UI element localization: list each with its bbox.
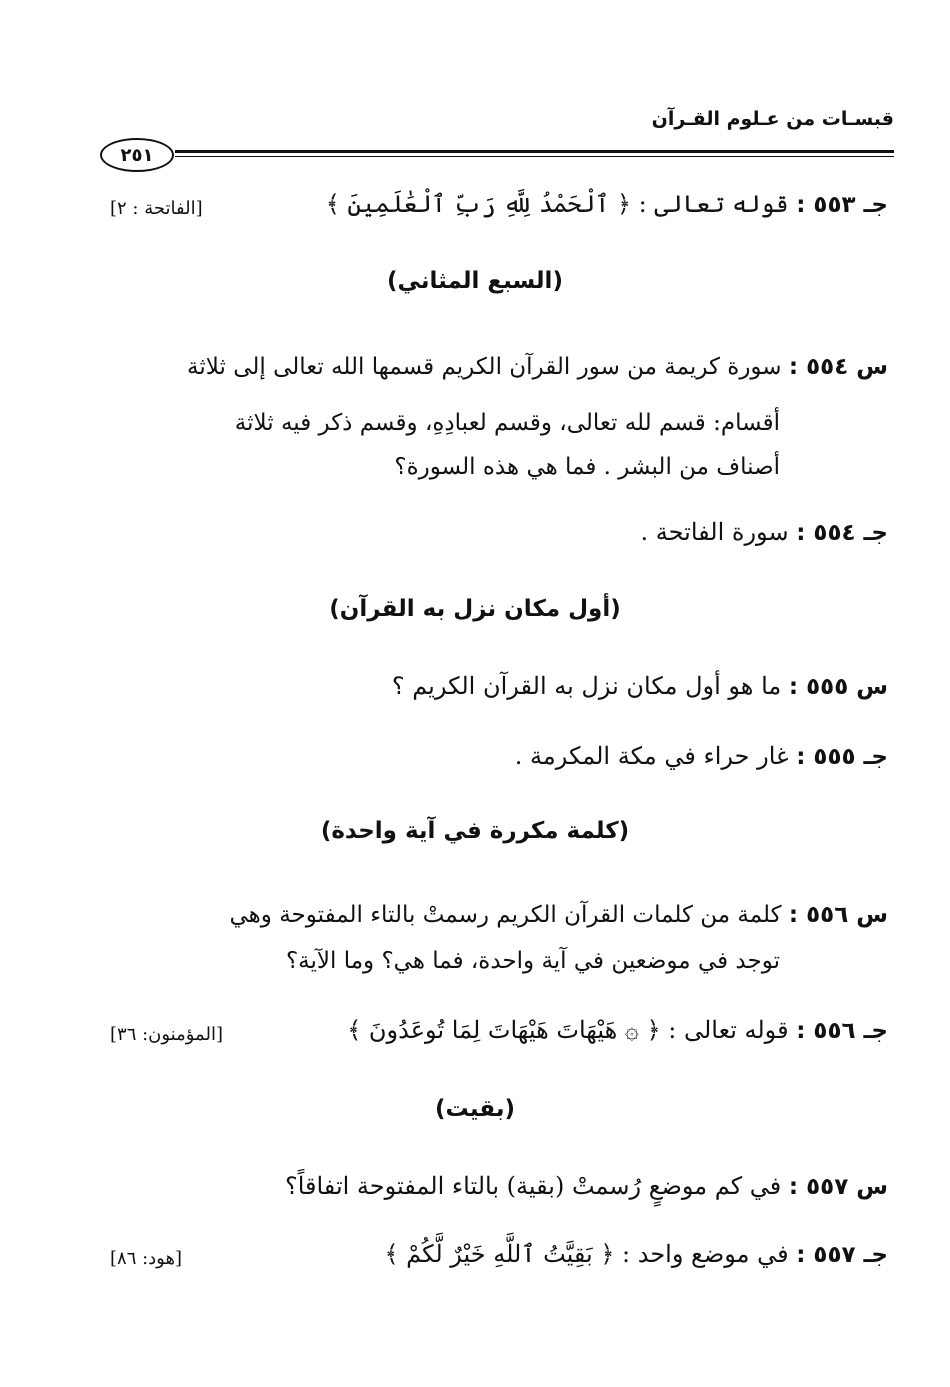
question-555 [392, 672, 888, 700]
section-heading: (السبع المثاني) [387, 268, 563, 294]
answer-text: غار حراء في مكة المكرمة . [514, 742, 789, 770]
answer-label: جـ ٥٥٤ : [796, 520, 888, 546]
question-label: س ٥٥٧ : [788, 1174, 888, 1200]
question-text-line-3: أصناف من البشر . فما هي هذه السورة؟ [394, 454, 780, 480]
question-text: في كم موضعٍ رُسمتْ (بقية) بالتاء المفتوحة اتفاقاً؟ [284, 1172, 782, 1200]
answer-554 [641, 518, 888, 546]
question-text-line-1: كلمة من كلمات القرآن الكريم رسمتْ بالتاء المفتوحة وهي [229, 902, 782, 928]
section-heading: (كلمة مكررة في آية واحدة) [320, 818, 630, 844]
question-554 [116, 338, 888, 396]
answer-label: جـ ٥٥٥ : [796, 744, 888, 770]
page-number: ٢٥١ [100, 138, 174, 172]
book-title: قبسـات من عـلوم القـرآن [651, 108, 894, 130]
verse-reference: [المؤمنون: ٣٦] [110, 1024, 223, 1045]
answer-557 [384, 1240, 888, 1268]
answer-text: في موضع واحد : ﴿ بَقِيَّتُ ٱللَّهِ خَيْرٌ لَّكُمْ ﴾ [384, 1240, 789, 1268]
question-557 [285, 1172, 888, 1200]
answer-555 [515, 742, 888, 770]
section-heading: (أول مكان نزل به القرآن) [329, 596, 621, 622]
answer-label: جـ ٥٥٦ : [796, 1018, 888, 1044]
question-text: ما هو أول مكان نزل به القرآن الكريم ؟ [391, 672, 782, 700]
section-heading: (بقيت) [435, 1096, 515, 1122]
answer-text: سورة الفاتحة . [640, 518, 789, 546]
answer-label: جـ ٥٥٣ : [796, 192, 888, 218]
question-label: س ٥٥٤ : [788, 354, 888, 380]
verse-reference: [هود: ٨٦] [110, 1248, 182, 1269]
question-text-line-2: توجد في موضعين في آية واحدة، فما هي؟ وما الآية؟ [285, 948, 780, 974]
question-text-line-1: سورة كريمة من سور القرآن الكريم قسمها الله تعالى إلى ثلاثة [187, 354, 782, 380]
answer-556 [347, 1016, 888, 1044]
verse-reference: [الفاتحة : ٢] [110, 198, 203, 219]
question-text-line-2: أقسام: قسم لله تعالى، وقسم لعبادِهِ، وقسم ذكر فيه ثلاثة [234, 410, 780, 436]
answer-553 [326, 190, 888, 218]
question-556 [116, 886, 888, 944]
answer-text: قوله تعالى : ﴿ ٱلْحَمْدُ لِلَّهِ رَبِّ ٱلْعَٰلَمِينَ ﴾ [325, 190, 789, 218]
answer-text: قوله تعالى : ﴿ ۞ هَيْهَاتَ هَيْهَاتَ لِمَا تُوعَدُونَ ﴾ [347, 1016, 789, 1044]
question-label: س ٥٥٦ : [788, 902, 888, 928]
question-label: س ٥٥٥ : [788, 674, 888, 700]
header-rule [175, 150, 894, 157]
answer-label: جـ ٥٥٧ : [796, 1242, 888, 1268]
